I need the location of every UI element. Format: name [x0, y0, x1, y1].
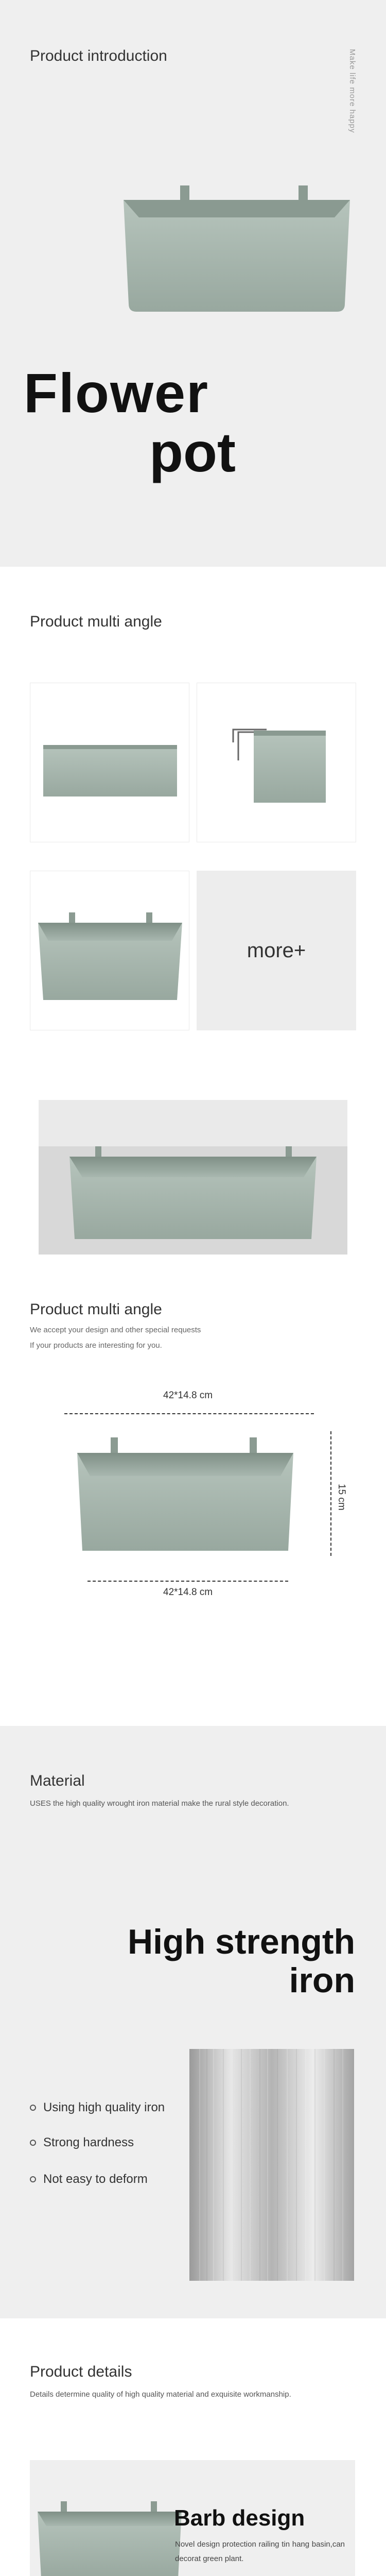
section-subtitle: We accept your design and other special requests [30, 1326, 201, 1334]
intro-section [0, 0, 386, 567]
feature-item [30, 2136, 134, 2150]
bullet-circle-icon [30, 2176, 36, 2182]
section-title: Product multi angle [30, 613, 162, 630]
feature-label: Not easy to deform [43, 2172, 148, 2186]
card-title: Barb design [174, 2505, 305, 2531]
pot-top-image [30, 871, 190, 1031]
more-button[interactable] [197, 871, 356, 1030]
dimension-bottom-label: 42*14.8 cm [163, 1587, 213, 1598]
section-title: Product multi angle [30, 1301, 162, 1318]
angle-thumb-front[interactable] [30, 683, 189, 842]
section-description: Details determine quality of high quality material and exquisite workmanship. [30, 2390, 291, 2399]
dimension-side-line [330, 1431, 331, 1556]
section-title: Product introduction [30, 47, 167, 64]
more-label: more+ [247, 939, 306, 962]
dimension-pot-image [72, 1437, 299, 1556]
material-section [0, 1726, 386, 2318]
section-description: USES the high quality wrought iron material make the rural style decoration. [30, 1799, 289, 1808]
feature-label: Strong hardness [43, 2136, 134, 2149]
dimension-top-line [64, 1413, 314, 1414]
headline-iron: iron [289, 1961, 355, 2000]
headline-flower: Flower [24, 362, 209, 424]
headline-pot: pot [149, 421, 236, 483]
section-title: Material [30, 1772, 85, 1789]
section-subtitle: If your products are interesting for you. [30, 1341, 162, 1350]
section-title: Product details [30, 2363, 132, 2380]
hero-pot-image [118, 185, 355, 314]
angle-thumb-side[interactable] [197, 683, 356, 842]
vertical-tagline: Make life more happy [348, 49, 357, 133]
pot-front-image [30, 683, 190, 843]
pot-barb-image [35, 2491, 184, 2576]
scene-photo [39, 1100, 347, 1255]
brushed-metal-texture-image [189, 2049, 354, 2281]
pot-side-image [197, 683, 357, 843]
feature-label: Using high quality iron [43, 2100, 165, 2114]
feature-item [30, 2172, 148, 2187]
dimension-side-label: 15 cm [336, 1484, 347, 1511]
detail-card-barb [30, 2460, 355, 2576]
card-text: Novel design protection railing tin hang basin,can decorat green plant. [175, 2540, 345, 2563]
angle-thumb-top[interactable] [30, 871, 189, 1030]
bullet-circle-icon [30, 2140, 36, 2146]
bullet-circle-icon [30, 2105, 36, 2111]
feature-item [30, 2100, 165, 2115]
dimension-bottom-line [87, 1581, 288, 1582]
pot-on-railing-photo [39, 1100, 347, 1255]
headline-high-strength: High strength [128, 1922, 355, 1961]
dimension-top-label: 42*14.8 cm [163, 1390, 213, 1401]
